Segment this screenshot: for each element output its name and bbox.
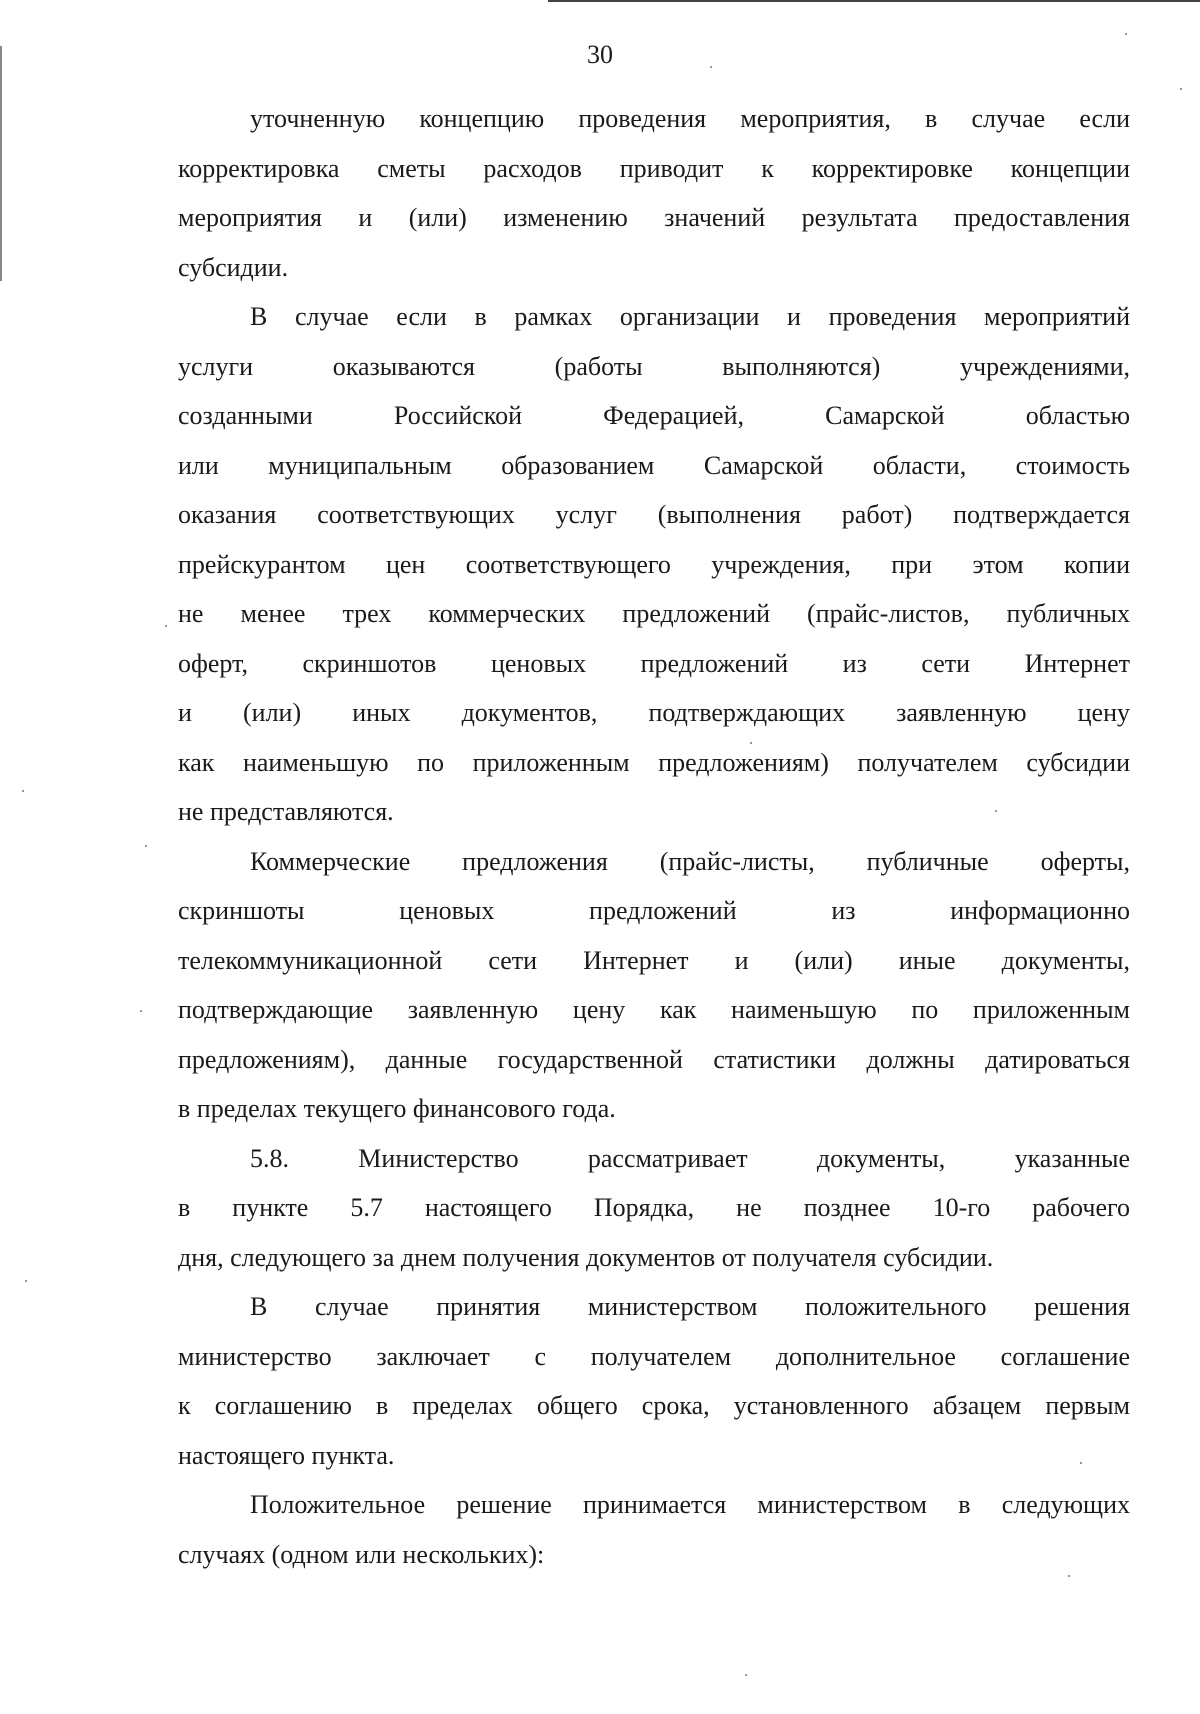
paragraph [178, 1134, 1130, 1283]
text-line: подтверждающие заявленную цену как наименьшую по приложенным [178, 995, 1130, 1024]
text-line: в пункте 5.7 настоящего Порядка, не позднее 10-го рабочего [178, 1193, 1130, 1222]
text-line: телекоммуникационной сети Интернет и (или) иные документы, [178, 945, 1130, 975]
text-line: В случае если в рамках организации и проведения мероприятий [250, 302, 1130, 331]
text-line: в пределах текущего финансового года. [178, 1094, 616, 1123]
scan-speck [25, 1280, 27, 1282]
text-line: не менее трех коммерческих предложений (прайс-листов, публичных [178, 599, 1130, 628]
text-line: субсидии. [178, 252, 289, 282]
text-line: предложениям), данные государственной статистики должны датироваться [178, 1044, 1130, 1074]
paragraph [178, 837, 1130, 1134]
text-line: или муниципальным образованием Самарской области, стоимость [178, 450, 1130, 480]
text-line: скриншоты ценовых предложений из информационно [178, 896, 1130, 925]
scan-speck [1180, 88, 1182, 90]
text-line: случаях (одном или нескольких): [178, 1539, 545, 1569]
paragraph [178, 292, 1130, 837]
text-line: созданными Российской Федерацией, Самарской областью [178, 401, 1130, 430]
text-line: как наименьшую по приложенным предложениям) получателем субсидии [178, 747, 1130, 777]
text-line: дня, следующего за днем получения документов от получателя субсидии. [178, 1242, 994, 1272]
text-line: прейскурантом цен соответствующего учреждения, при этом копии [178, 549, 1130, 579]
scan-left-border [0, 46, 2, 281]
text-line: министерство заключает с получателем дополнительное соглашение [178, 1341, 1130, 1371]
scan-speck [165, 625, 167, 627]
document-body [178, 94, 1130, 1579]
text-line: мероприятия и (или) изменению значений результата предоставления [178, 203, 1130, 232]
scan-speck [140, 1010, 142, 1012]
text-line: Коммерческие предложения (прайс-листы, публичные оферты, [250, 846, 1130, 876]
text-line: оказания соответствующих услуг (выполнения работ) подтверждается [178, 500, 1130, 529]
text-line: не представляются. [178, 797, 394, 826]
text-line: оферт, скриншотов ценовых предложений из сети Интернет [178, 648, 1130, 678]
paragraph [178, 94, 1130, 292]
scan-speck [745, 1674, 747, 1676]
text-line: 5.8. Министерство рассматривает документы, указанные [250, 1143, 1130, 1173]
scan-top-border [548, 0, 1200, 2]
scan-speck [1125, 33, 1127, 35]
text-line: к соглашению в пределах общего срока, установленного абзацем первым [178, 1391, 1130, 1420]
text-line: Положительное решение принимается министерством в следующих [250, 1490, 1130, 1519]
text-line: настоящего пункта. [178, 1440, 395, 1470]
text-line: и (или) иных документов, подтверждающих заявленную цену [178, 698, 1130, 727]
paragraph [178, 1282, 1130, 1480]
text-line: уточненную концепцию проведения мероприятия, в случае если [250, 104, 1130, 133]
text-line: услуги оказываются (работы выполняются) учреждениями, [178, 351, 1130, 381]
scan-speck [22, 790, 24, 792]
page-number: 30 [587, 40, 613, 69]
text-line: В случае принятия министерством положительного решения [250, 1292, 1130, 1321]
text-line: корректировка сметы расходов приводит к корректировке концепции [178, 153, 1130, 183]
scan-speck [145, 845, 147, 847]
paragraph [178, 1480, 1130, 1579]
